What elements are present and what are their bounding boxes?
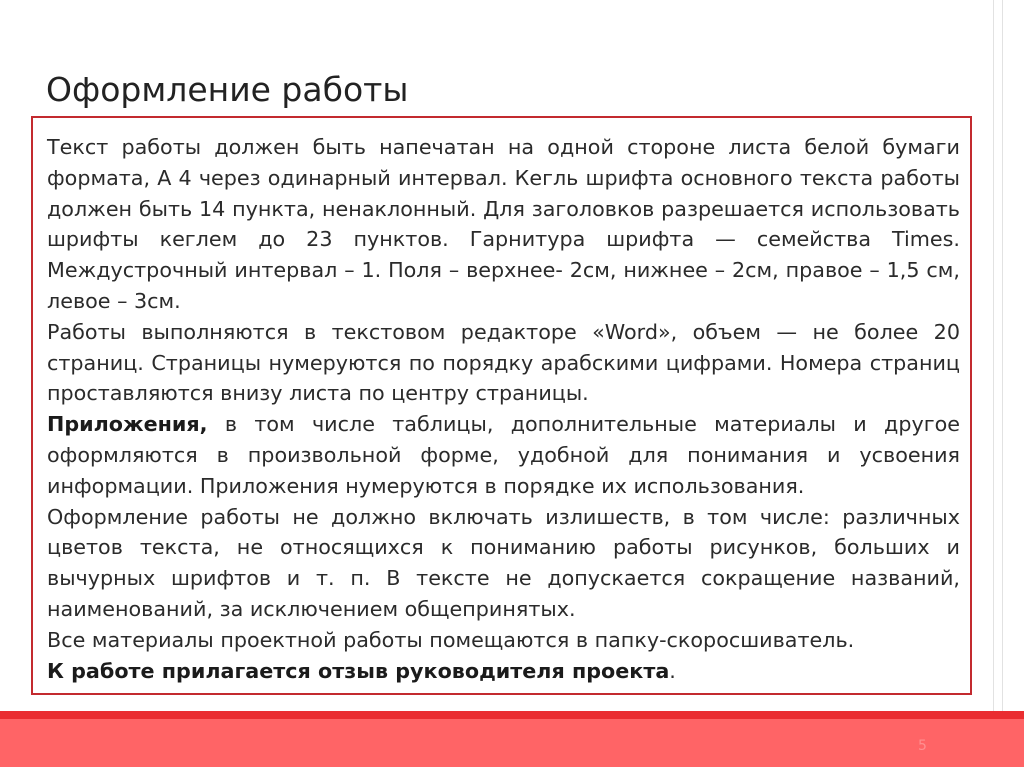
paragraph-word: Работы выполняются в текстовом редакторе «Word», объем — не более 20 страниц. Страницы нумеруются по порядку арабскими цифрами. Номера страниц проставляются внизу листа по центру страницы. <box>47 319 960 406</box>
decorative-line <box>1002 0 1003 723</box>
decorative-line <box>993 0 994 723</box>
paragraph-appendix <box>47 409 960 501</box>
page-number: 5 <box>918 738 927 754</box>
paragraph-folder: Все материалы проектной работы помещаются в папку-скоросшиватель. <box>47 627 855 652</box>
footer-bar-accent <box>0 711 1024 719</box>
review-period: . <box>669 658 676 683</box>
paragraph-format: Текст работы должен быть напечатан на одной стороне листа белой бумаги формата, А 4 через одинарный интервал. Кегль шрифта основного текста работы должен быть 14 пункта, ненаклонный. Для заголовков разрешается использовать шрифты кеглем до 23 пунктов. Гарнитура шрифта — семейства Times. Междустрочный интервал – 1. Поля – верхнее- 2см, нижнее – 2см, правое – 1,5 см, левое – 3см. <box>47 135 960 313</box>
review-bold: К работе прилагается отзыв руководителя проекта <box>47 658 670 683</box>
content-box <box>31 116 972 695</box>
paragraph-review <box>47 656 960 687</box>
appendix-text: в том числе таблицы, дополнительные материалы и другое оформляются в произвольной форме, удобной для понимания и усвоения информации. Приложения нумеруются в порядке их использования. <box>47 412 960 498</box>
appendix-bold: Приложения, <box>47 412 208 437</box>
paragraph-restrictions: Оформление работы не должно включать излишеств, в том числе: различных цветов текста, не относящихся к пониманию работы рисунков, больших и вычурных шрифтов и т. п. В тексте не допускается сокращение названий, наименований, за исключением общепринятых. <box>47 504 960 621</box>
slide-title: Оформление работы <box>46 70 409 109</box>
footer-bar <box>0 719 1024 767</box>
